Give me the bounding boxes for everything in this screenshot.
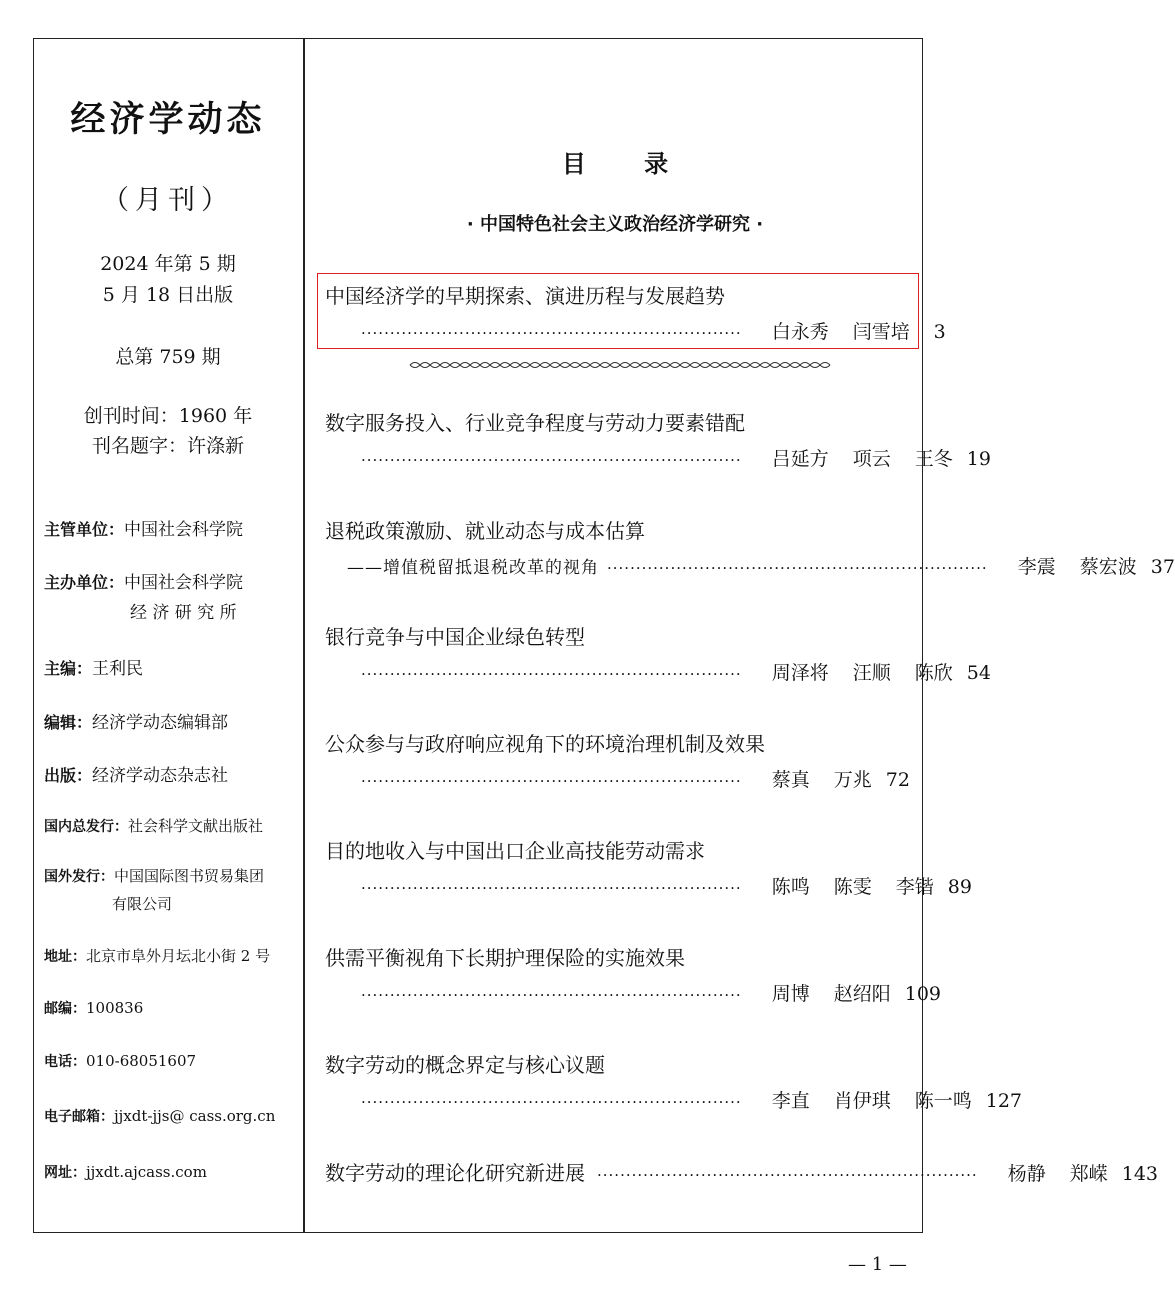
page-ref[interactable]: 3 <box>933 321 946 343</box>
page-ref[interactable]: 109 <box>904 983 941 1005</box>
info-label: 国内总发行： <box>44 819 128 835</box>
info-item <box>44 945 270 966</box>
info-value: 北京市阜外月坛北小街 2 号 <box>86 947 271 965</box>
page-ref[interactable]: 19 <box>966 448 991 470</box>
toc-entry-byline <box>325 552 1175 579</box>
info-label: 主办单位： <box>44 573 125 592</box>
publish-date: 5 月 18 日出版 <box>102 284 234 306</box>
page-ref[interactable]: 72 <box>885 769 910 791</box>
toc-entry-byline <box>325 658 991 685</box>
info-value: 经济学动态编辑部 <box>92 713 229 733</box>
entry-title[interactable]: 公众参与与政府响应视角下的环境治理机制及效果 <box>325 732 765 756</box>
author: 郑嵘 <box>1069 1163 1108 1185</box>
entry-title[interactable]: 中国经济学的早期探索、演进历程与发展趋势 <box>325 284 725 308</box>
entry-title[interactable]: 银行竞争与中国企业绿色转型 <box>325 625 585 649</box>
author: 蔡宏波 <box>1079 556 1137 578</box>
toc-entry-byline <box>325 765 910 792</box>
page-ref[interactable]: 127 <box>985 1090 1023 1112</box>
author: 陈雯 <box>833 876 872 898</box>
author: 肖伊琪 <box>833 1090 891 1112</box>
author: 李锴 <box>895 876 934 898</box>
author: 周泽将 <box>771 662 829 684</box>
page-ref[interactable]: 54 <box>966 662 991 684</box>
author: 陈欣 <box>914 662 953 684</box>
author: 周博 <box>771 983 810 1005</box>
info-item <box>44 1162 207 1182</box>
entry-title[interactable]: 数字服务投入、行业竞争程度与劳动力要素错配 <box>325 411 745 435</box>
info-item <box>44 568 243 593</box>
info-label: 编辑： <box>44 713 93 732</box>
info-value: jjxdt-jjs@ cass.org.cn <box>114 1107 276 1125</box>
author: 项云 <box>852 448 891 470</box>
entry-subtitle: ——增值税留抵退税改革的视角 <box>347 558 599 578</box>
author: 吕延方 <box>771 448 829 470</box>
info-value: jjxdt.ajcass.com <box>86 1163 207 1181</box>
leader-dots: ·································································· <box>361 324 742 342</box>
author: 李直 <box>771 1090 810 1112</box>
info-value: 010-68051607 <box>86 1052 197 1070</box>
info-label: 国外发行： <box>44 869 114 885</box>
page-ref[interactable]: 37 <box>1150 556 1175 578</box>
info-label: 地址： <box>44 949 86 965</box>
entry-title[interactable]: 退税政策激励、就业动态与成本估算 <box>325 519 645 543</box>
ornament-divider <box>410 360 830 370</box>
calligraphy: 刊名题字：许涤新 <box>91 435 244 457</box>
toc-entry-byline <box>325 444 991 471</box>
leader-dots: ·································································· <box>361 665 742 683</box>
toc-entry-byline <box>325 979 941 1006</box>
author: 白永秀 <box>771 321 829 343</box>
info-value: 中国国际图书贸易集团 <box>114 867 265 885</box>
toc-entry[interactable] <box>325 1157 1158 1186</box>
info-value: 社会科学文献出版社 <box>128 817 264 835</box>
author: 蔡真 <box>771 769 810 791</box>
author: 杨静 <box>1007 1163 1046 1185</box>
info-value: 中国社会科学院 <box>124 573 244 593</box>
entry-title[interactable]: 数字劳动的概念界定与核心议题 <box>325 1053 605 1077</box>
info-label: 电子邮箱： <box>44 1109 114 1125</box>
page-ref[interactable]: 89 <box>947 876 972 898</box>
info-item <box>44 761 228 786</box>
info-item <box>44 654 143 679</box>
info-item <box>44 865 264 886</box>
frequency: （月刊） <box>102 185 234 216</box>
info-item <box>44 815 263 836</box>
toc-entry-byline <box>325 872 972 899</box>
leader-dots: ·································································· <box>361 986 742 1004</box>
author: 李震 <box>1017 556 1056 578</box>
issue: 2024 年第 5 期 <box>100 253 236 275</box>
info-item <box>44 708 228 733</box>
info-value: 中国社会科学院 <box>124 520 244 540</box>
leader-dots: ·································································· <box>607 559 988 577</box>
page-ref[interactable]: 143 <box>1121 1163 1158 1185</box>
author: 赵绍阳 <box>833 983 891 1005</box>
info-item <box>44 1106 275 1126</box>
leader-dots: ·································································· <box>361 451 742 469</box>
page-number: — 1 — <box>848 1254 907 1275</box>
total-issue: 总第 759 期 <box>115 346 221 368</box>
leader-dots: ·································································· <box>361 772 742 790</box>
leader-dots: ·································································· <box>597 1166 978 1184</box>
info-label: 出版： <box>44 766 93 785</box>
info-label: 电话： <box>44 1054 86 1070</box>
entry-title[interactable]: 数字劳动的理论化研究新进展 <box>325 1161 585 1185</box>
info-item <box>44 515 243 540</box>
info-item <box>44 998 143 1018</box>
info-value: 王利民 <box>92 659 144 679</box>
toc-title: 目 录 <box>561 150 669 178</box>
info-label: 网址： <box>44 1165 86 1181</box>
info-label: 主编： <box>44 659 93 678</box>
author: 陈一鸣 <box>914 1090 972 1112</box>
info-label: 邮编： <box>44 1001 86 1017</box>
author: 王冬 <box>914 448 953 470</box>
leader-dots: ·································································· <box>361 879 742 897</box>
info-label: 主管单位： <box>44 520 125 539</box>
author: 汪顺 <box>852 662 891 684</box>
leader-dots: ·································································· <box>361 1093 742 1111</box>
entry-title[interactable]: 目的地收入与中国出口企业高技能劳动需求 <box>325 839 705 863</box>
author: 陈鸣 <box>771 876 810 898</box>
toc-entry-byline <box>325 317 946 344</box>
magazine-title: 经济学动态 <box>70 100 266 140</box>
author: 闫雪培 <box>852 321 910 343</box>
info-value: 经济学动态杂志社 <box>92 766 229 786</box>
entry-title[interactable]: 供需平衡视角下长期护理保险的实施效果 <box>325 946 685 970</box>
info-item <box>44 1051 196 1071</box>
info-value-continued: 经 济 研 究 所 <box>130 603 237 623</box>
toc-entry-byline <box>325 1086 1023 1113</box>
info-value: 100836 <box>86 999 144 1017</box>
author: 万兆 <box>833 769 872 791</box>
founded: 创刊时间：1960 年 <box>83 405 253 427</box>
section-heading: · 中国特色社会主义政治经济学研究 · <box>466 214 764 235</box>
info-value-continued: 有限公司 <box>112 895 173 913</box>
